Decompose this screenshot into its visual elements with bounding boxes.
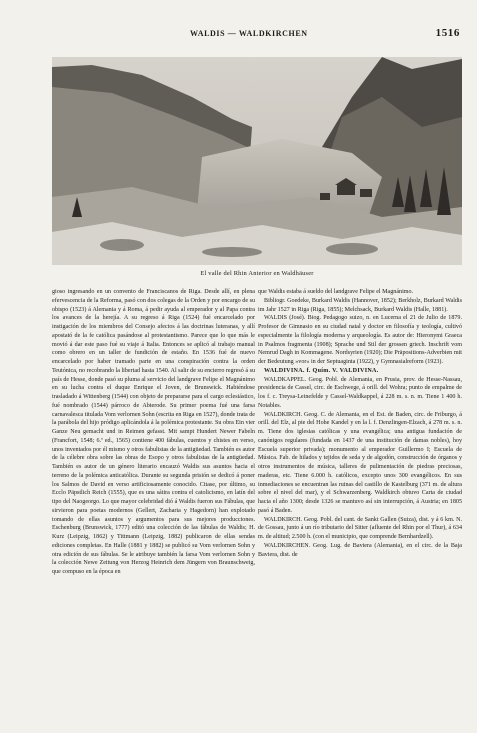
- entry-waldivina: WALDIVINA. f. Quím. V. VALDIVINA.: [264, 367, 379, 374]
- valley-photograph: [52, 57, 462, 265]
- bibliography-entry: Bibliogr. Goedeke, Burkard Waldis (Hannover, 1852); Berkholz, Burkard Waldis im Jahr 1527 in Riga (Riga, 1855); Melchsack, Burkard Waldis (Halle, 1881).: [258, 297, 462, 313]
- running-header: [50, 27, 460, 41]
- figure-caption: El valle del Rhin Anterior en Waldhäuser: [200, 270, 314, 277]
- entry-waldis-jose: WALDIS (José). Biog. Pedagogo suizo, n. en Lucerna el 21 de Julio de 1879. Profesor de Gimnasio en su ciudad natal y doctor en filosofía y teología, cultivó especialmente la filología moderna y arqueología. Es autor de: Hieronymi Graeca in Psalmos fragmenta (1908); Sprache und Stil der grossen griech. Inschrift vom Nemrud Dagh in Kommagene. Nordsyrien (1920); Die Präpositions-Adverbien mit der Bedeutung »vor« in der Septuaginta (1922), y Gymnasialreform (1923).: [258, 315, 462, 365]
- right-paragraph-1: que Waldis estaba á sueldo del landgrave Felipe el Magnánimo.: [258, 289, 414, 295]
- valley-photo-illustration: [52, 57, 462, 265]
- entry-waldkirchen: WALDKIRCHEN. Geog. Lug. de Baviera (Alemania), en el circ. de la Baja Baviera, dist. de: [258, 542, 462, 558]
- page-number: 1516: [435, 27, 460, 39]
- entry-waldkirch-switzerland: WALDKIRCH. Geog. Pobl. del cant. de Sankt Gallen (Suiza), dist. y á 6 km. N. de Gossau, junto á un río tributario del Sitter (afluente del Rhin por el Thur), á 634 m. de altitud; 2.500 h. (con el municipio, que comprende Bernhardzell).: [258, 516, 462, 540]
- left-text-column: [52, 288, 255, 718]
- entry-waldkirch-germany: WALDKIRCH. Geog. C. de Alemania, en el Est. de Baden, circ. de Friburgo, á orill. del Elz, al pie del Hohe Kandel y en la l. f. Denzlingen-Elzach, á 278 m. s. n. m. Tiene dos iglesias católicas y una evangélica; una antigua fundación de canónigos regulares (fundada en 1437 de una institución de damas nobles), hoy Escuela superior privada); monumento al emperador Guillermo I; Escuela de Música. Fab. de hilados y tejidos de seda y de algodón, construcción de órganos y otros instrumentos de música, talleres de pulimentación de piedras preciosas, maderas, etc. Tiene 6.000 h. católicos, excepto unos 300 evangélicos. En sus inmediaciones se encuentran las ruinas del castillo de Kastelburg (371 m. de altura sobre el nivel del mar), y el Schwarzenberg. Waldkirch obtuvo Carta de ciudad hacia el año 1300; desde 1326 se mantuvo así sin interrupción, á Austria; en 1805 pasó á Baden.: [258, 411, 462, 514]
- header-title: WALDIS — WALDKIRCHEN: [190, 29, 308, 38]
- right-text-column: [258, 288, 462, 718]
- left-paragraph-1: gioso ingresando en un convento de Franciscanos de Riga. Desde allí, en plena efervescencia de la Reforma, pasó con dos colegas de la Orden y por encargo de su obispo (1523) á Alemania y á Roma, á pedir ayuda al emperador y al Papa contra los avances de la herejía. A su regreso á Riga (1524) fué encarcelado por instigación de los miembros del Consejo afectos á las doctrinas luteranas, y allí apostató de la fe católica pasándose al protestantismo. Parece que lo que más le movió á dar este paso fué su viaje á Italia. Entonces se aplicó al trabajo manual como obrero en un taller de fundición de estaño. En 1536 fué de nuevo encarcelado por haber tramado parte en una conspiración contra la orden Teutónica, no recobrando la libertad hasta 1540. Al salir de su encierro regresó á su país de Hesse, donde pasó su pluma al servicio del landgrave Felipe el Magnánimo en su lucha contra el duque Enrique el Joven, de Brunswick. Habiéndose trasladado á Wittenberg (1544) con objeto de prepararse para el cargo eclesiástico, fué nombrado (1544) párroco de Abterode. Su primer poema fué una farsa carnavalesca titulada Vom verlornen Sohn (escrita en Riga en 1527), donde trata de la parábola del hijo pródigo aplicándola á la polémica protestante. Su obra Ein vier Ganze Neu gemacht und in Reimen gefasst. Mit sampt Hundert Newer Fabeln (Francfort, 1548; 6.ª ed., 1565) contiene 400 fábulas, cuentos y chistes en verso, unos inventados por él mismo y otros fabulistas de la antigüedad. También es autor de la célebre obra sobre las obras de Esopo y otros fabulistas de la antigüedad. También es autor de un género literario encauzó Waldis sus asuntos hacia el terreno de la polémica anticatólica. Durante su segunda prisión se dedicó á poner los Salmos de David en verso artificiosamente conocido. Citase, por último, su Ecclo Päpstlich Reich (1555), que es una sátira contra el catolicismo, en latín del tipo del Naogeorgo. Lo que mayor celebridad dió á Waldis fueron sus Fábulas, que sirvieron para poetas modernos (Gellert, Zacharia y Hagedorn) han explotado tomando de ellas asuntos y argumentos para sus mejores producciones. Eschenburg (Brunswick, 1777) editó una colección de las fábulas de Waldis; H. Kurz (Leipzig, 1862) y Tittmann (Leipzig, 1882) publicaron de ellas sendas ediciones completas. En Halle (1881 y 1882) se publicó su Vom verlornen Sohn y otra edición de sus fábulas. Se le atribuye también la farsa Vom verlornen Sohn y la colección Newe Zeitung von Herzog Heinrich dem Jüngern von Braunschweig, que compuso en la época en: [52, 289, 255, 575]
- entry-waldkappel: WALDKAPPEL. Geog. Pobl. de Alemania, en Prusia, prov. de Hesse-Nassau, presidencia de Cassel, circ. de Eschwege, á orill. del Wohra; punto de empalme de los f. c. Treysa-Leinefelde y Cassel-Waldkappel, á 228 m. s. n. m. Tiene 1 400 h. Notables.: [258, 376, 462, 409]
